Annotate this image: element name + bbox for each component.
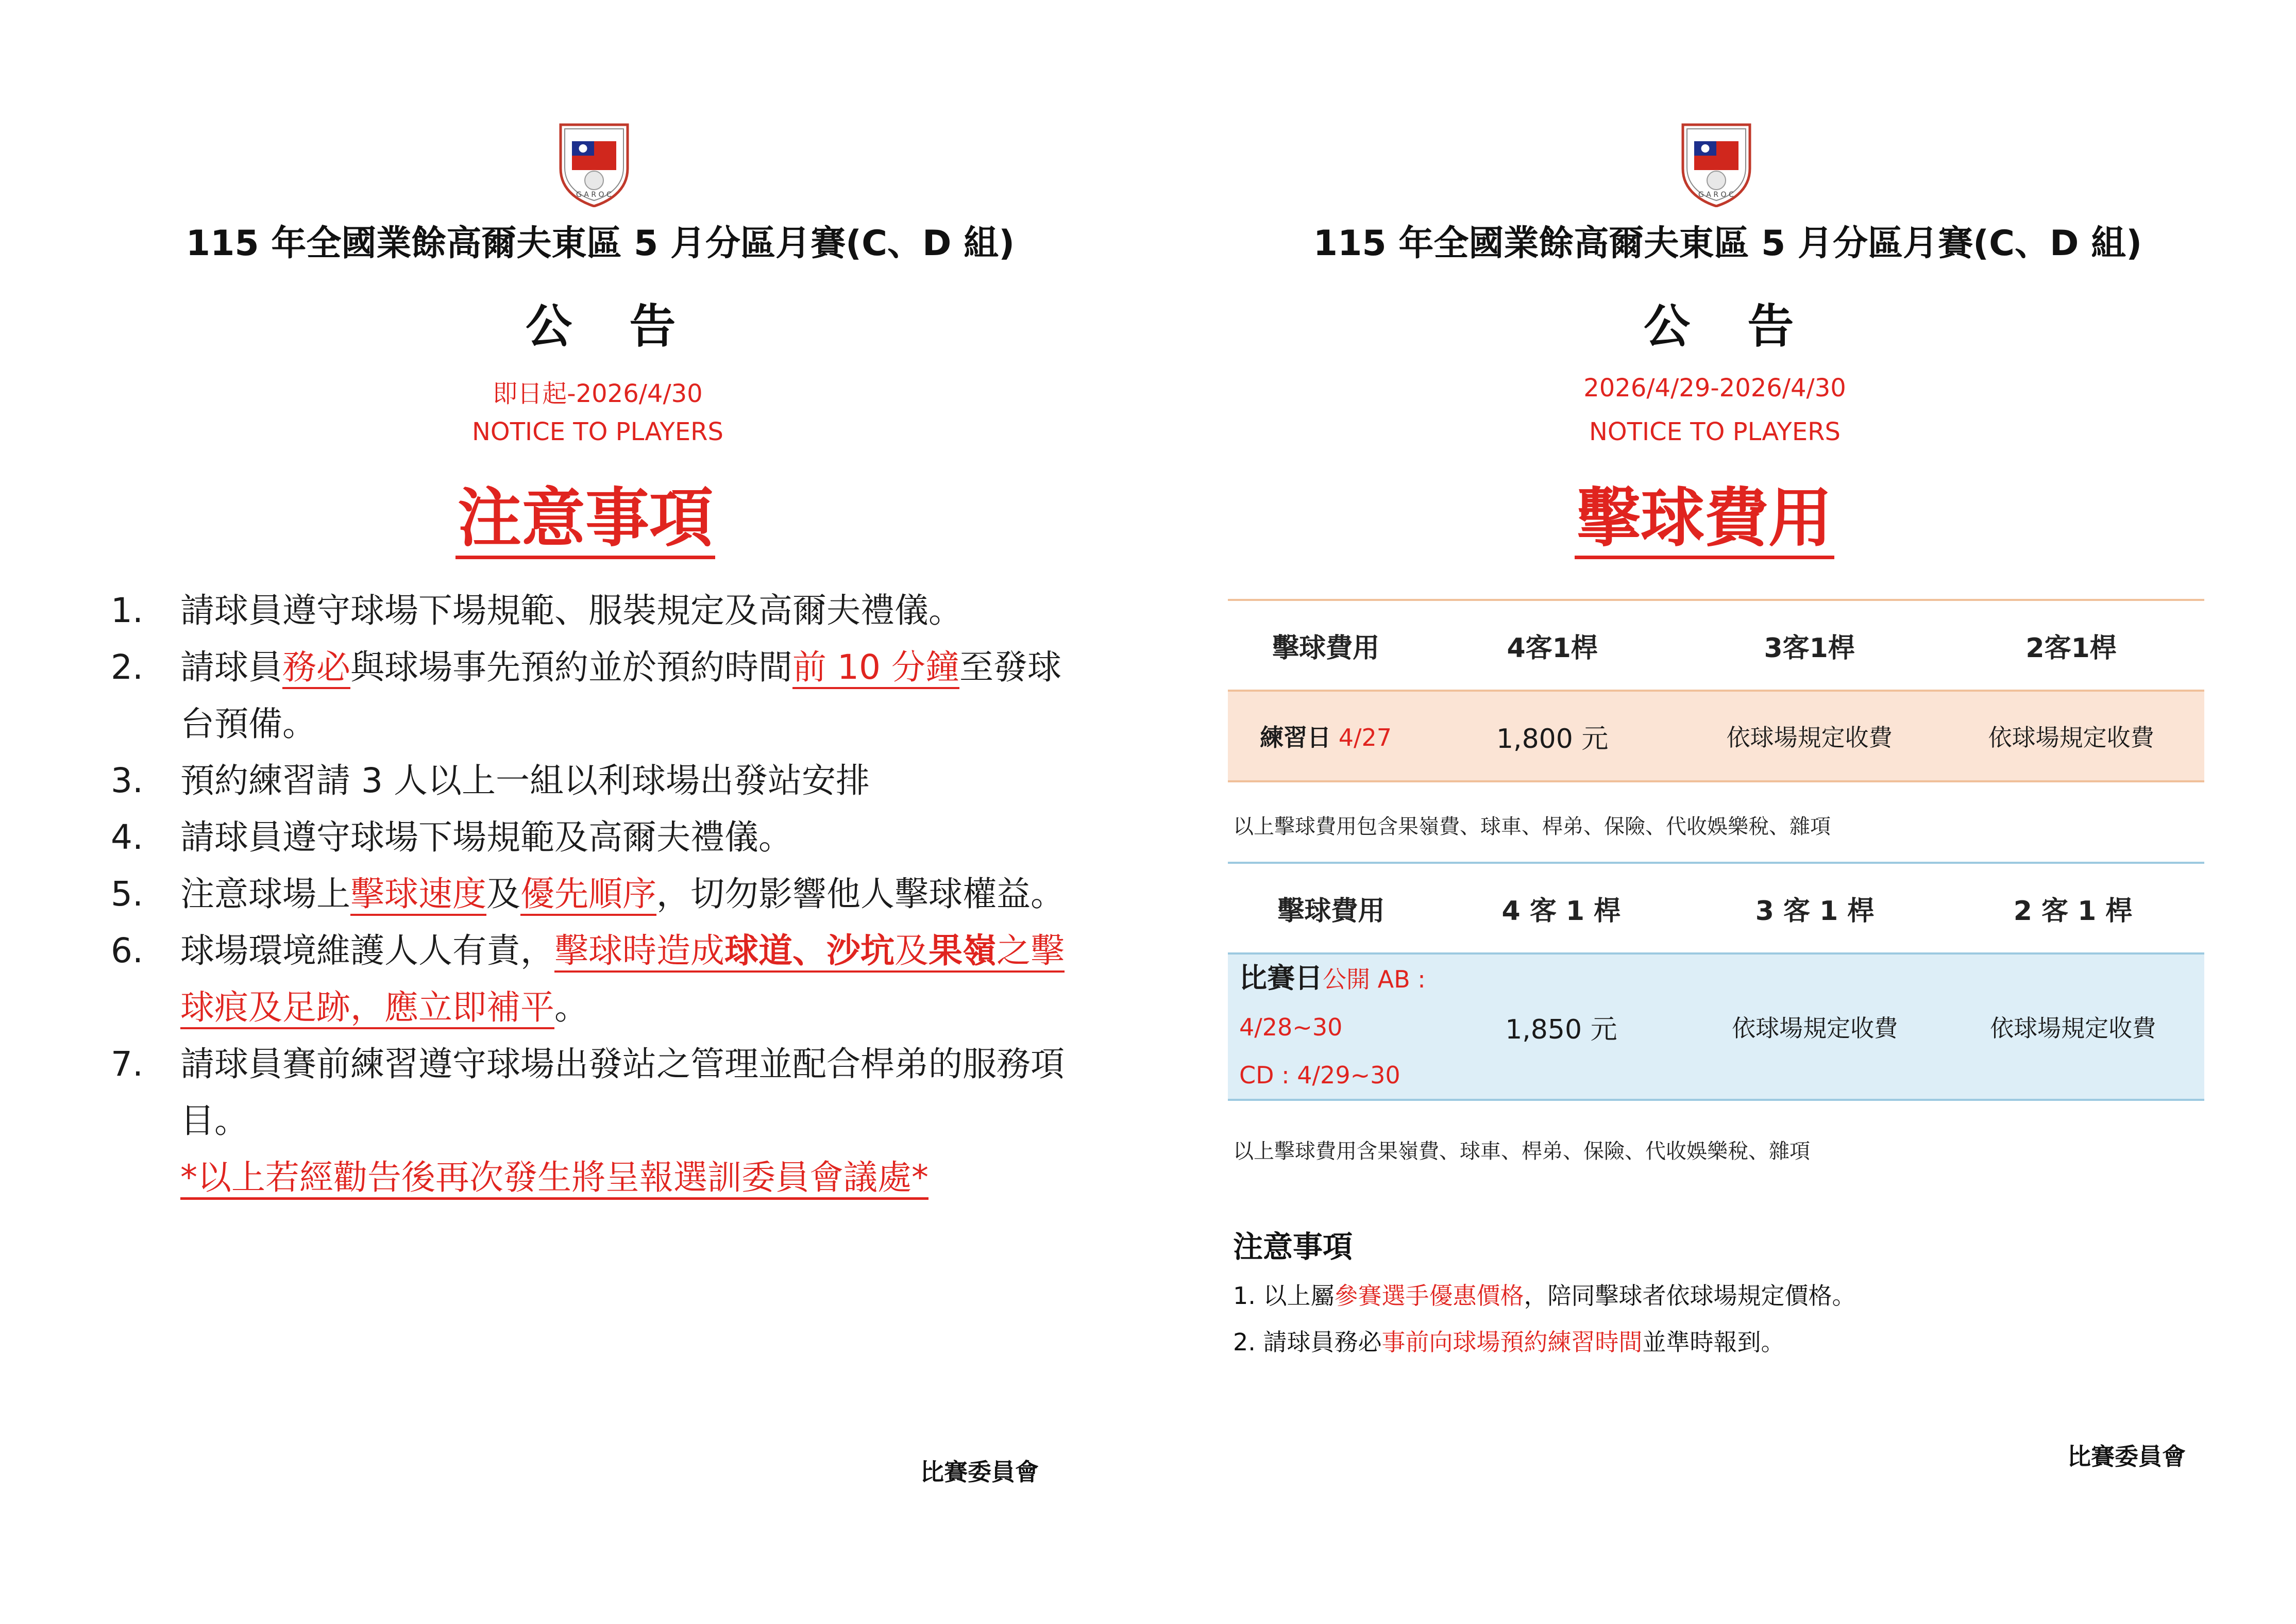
committee-signature: 比賽委員會 <box>2067 1443 2186 1470</box>
list-item: 3. 預約練習請 3 人以上一組以利球場出發站安排 <box>111 761 870 800</box>
event-title: 115 年全國業餘高爾夫東區 5 月分區月賽(C、D 組) <box>1313 223 2142 264</box>
fee-inclusion-note: 以上擊球費用包含果嶺費、球車、桿弟、保險、代收娛樂稅、雜項 <box>1233 815 1831 839</box>
list-item: 7. 請球員賽前練習遵守球場出發站之管理並配合桿弟的服務項目。 <box>111 1044 1065 1141</box>
attention-item: 2. 請球員務必事前向球場預約練習時間並準時報到。 <box>1233 1328 1785 1356</box>
list-item: 5. 注意球場上擊球速度及優先順序，切勿影響他人擊球權益。 <box>111 866 1079 923</box>
announcement-label: 公 告 <box>526 299 697 354</box>
right-page <box>1148 0 2296 1624</box>
svg-text:G A R O C: G A R O C <box>576 191 612 199</box>
svg-text:G A R O C: G A R O C <box>1698 191 1734 199</box>
attention-item: 1. 以上屬參賽選手優惠價格，陪同擊球者依球場規定價格。 <box>1233 1282 1856 1310</box>
table-header-row: 擊球費用 4客1桿 3客1桿 2客1桿 <box>1272 632 2117 664</box>
committee-signature: 比賽委員會 <box>920 1458 1039 1486</box>
list-item: 1. 請球員遵守球場下場規範、服裝規定及高爾夫禮儀。 <box>111 591 963 630</box>
competition-fee-table <box>1228 862 2204 1101</box>
notice-heading: 注意事項 <box>455 482 715 559</box>
list-item: 6. 球場環境維護人人有責，擊球時造成球道、沙坑及果嶺之擊球痕及足跡，應立即補平。 <box>111 923 1079 1036</box>
association-logo-icon <box>555 120 633 207</box>
notice-list <box>111 582 1079 1206</box>
warning-note: *以上若經勸告後再次發生將呈報選訓委員會議處* <box>111 1149 1079 1206</box>
notice-date: 2026/4/29-2026/4/30 <box>1583 374 1846 403</box>
table-row: 練習日 4/27 1,800 元 依球場規定收費 依球場規定收費 <box>1228 691 2204 781</box>
notice-to-players: NOTICE TO PLAYERS <box>1589 417 1841 446</box>
association-logo-icon <box>1678 120 1755 207</box>
list-item: 2. 請球員務必與球場事先預約並於預約時間前 10 分鐘至發球台預備。 <box>111 647 1061 744</box>
attention-heading: 注意事項 <box>1233 1229 1353 1264</box>
notice-to-players: NOTICE TO PLAYERS <box>472 417 723 446</box>
practice-fee-table <box>1228 599 2204 782</box>
list-item: 4. 請球員遵守球場下場規範及高爾夫禮儀。 <box>111 817 792 857</box>
fee-heading: 擊球費用 <box>1575 482 1834 559</box>
table-header-row: 擊球費用 4 客 1 桿 3 客 1 桿 2 客 1 桿 <box>1277 895 2133 927</box>
fee-inclusion-note: 以上擊球費用含果嶺費、球車、桿弟、保險、代收娛樂稅、雜項 <box>1233 1140 1810 1163</box>
table-row: 比賽日公開 AB : 4/28~30 CD : 4/29~30 1,850 元 依球場規定收費 依球場規定收費 <box>1228 953 2204 1100</box>
event-title: 115 年全國業餘高爾夫東區 5 月分區月賽(C、D 組) <box>185 223 1015 264</box>
announcement-label: 公 告 <box>1644 299 1815 354</box>
notice-date: 即日起-2026/4/30 <box>493 379 703 408</box>
